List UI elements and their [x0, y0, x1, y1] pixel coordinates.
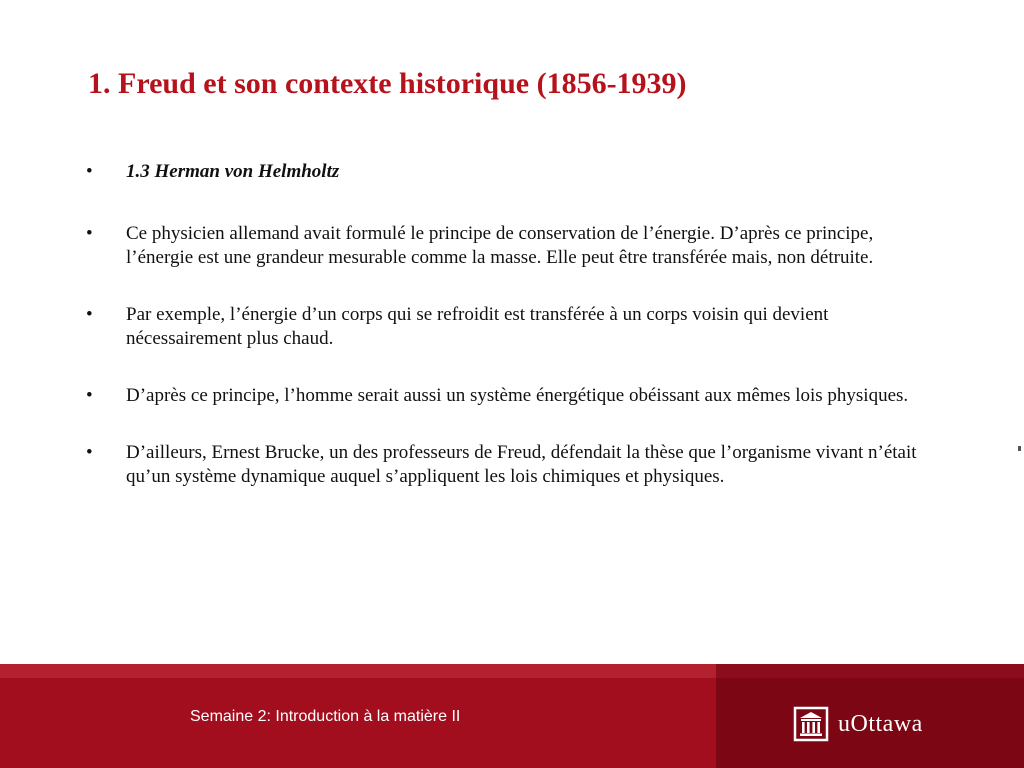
bullet-item — [86, 384, 936, 408]
footer-course-label: Semaine 2: Introduction à la matière II — [190, 708, 461, 725]
footer-logo-top-band — [716, 664, 1024, 678]
bullet-marker: • — [86, 304, 93, 325]
bullet-text: D’ailleurs, Ernest Brucke, un des professeurs de Freud, défendait la thèse que l’organisme vivant n’était qu’un système dynamique auquel s’appliquent les lois chimiques et physiques. — [126, 442, 917, 487]
bullet-text: Par exemple, l’énergie d’un corps qui se refroidit est transférée à un corps voisin qui devient nécessairement plus chaud. — [126, 304, 829, 349]
bullet-item-subheading — [86, 160, 936, 184]
bullet-marker: • — [86, 223, 93, 244]
bullet-marker: • — [86, 442, 93, 463]
slide-title: 1. Freud et son contexte historique (1856-1939) — [88, 67, 687, 100]
uottawa-logo — [792, 704, 923, 744]
bullet-list — [86, 160, 936, 522]
bullet-item — [86, 222, 936, 270]
bullet-item — [86, 303, 936, 351]
bullet-item — [86, 441, 936, 489]
bullet-text: Ce physicien allemand avait formulé le principe de conservation de l’énergie. D’après ce principe, l’énergie est une grandeur mesurable comme la masse. Elle peut être transférée mais, non détruite. — [126, 223, 874, 268]
university-building-icon — [792, 704, 830, 744]
edge-artifact — [1018, 446, 1021, 451]
section-subheading: 1.3 Herman von Helmholtz — [126, 161, 340, 182]
bullet-marker: • — [86, 161, 93, 182]
logo-wordmark: uOttawa — [838, 710, 923, 737]
bullet-text: D’après ce principe, l’homme serait aussi un système énergétique obéissant aux mêmes lois physiques. — [126, 385, 909, 406]
bullet-marker: • — [86, 385, 93, 406]
footer-bar — [0, 664, 1024, 768]
footer-logo-panel — [716, 664, 1024, 768]
